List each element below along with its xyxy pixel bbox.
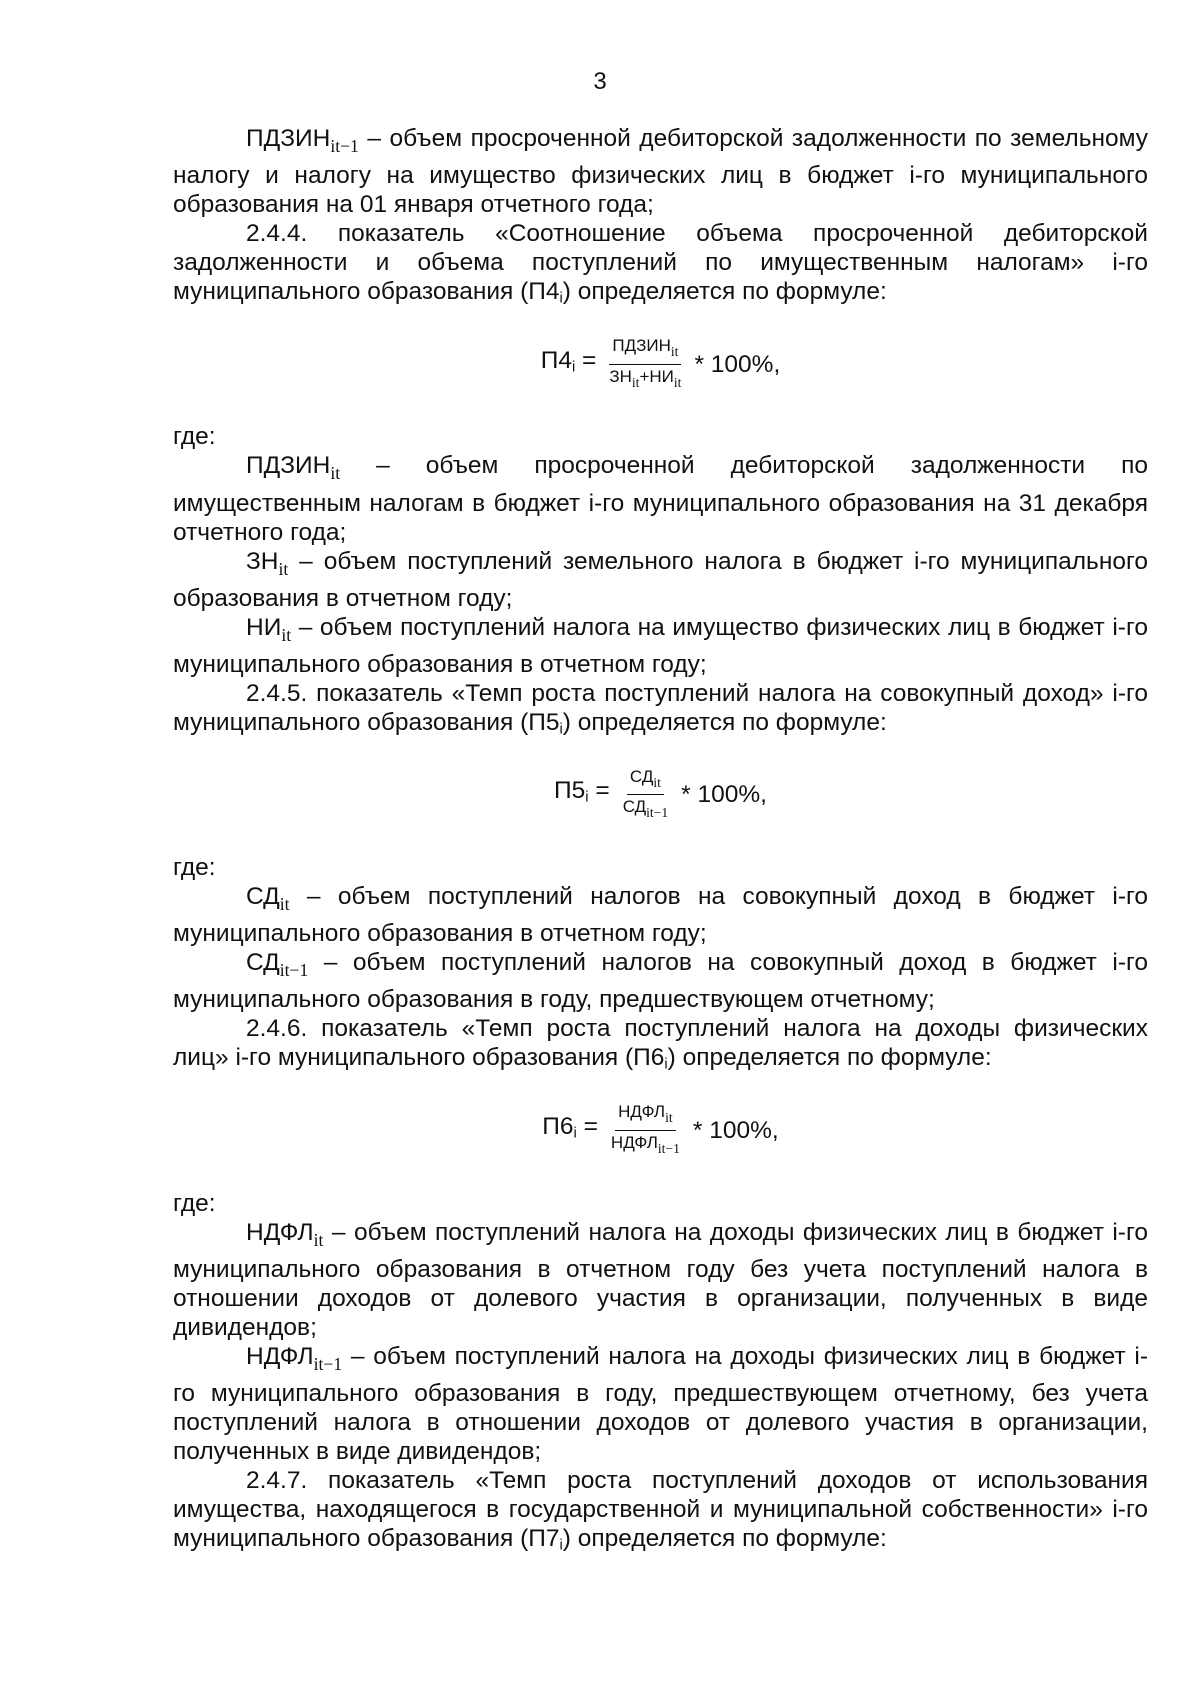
indicator-p7-paragraph: 2.4.7. показатель «Темп роста поступлений доходов от использования имущества, находящегося в государственной и муниципальной собственности» i-го муниципального образования (П7i) определяется по формуле:: [173, 1466, 1148, 1554]
page-number: 3: [593, 68, 607, 95]
definition-pdzin: $ПДЗИН_{it}$ – объем просроченной дебиторской задолженности по имущественным налогам в бюджет i-го муниципального образования на 31 декабря отчетного года;: [173, 452, 1148, 546]
formula-p4: П4i = $\frac{ПДЗИН_{it}}{ЗН_{it}+НИ_{it}}$ * 100%,: [173, 336, 1148, 393]
definition-ndfl-prev: $НДФЛ_{it-1}$ – объем поступлений налога на доходы физических лиц в бюджет i-го муниципального образования в году, предшествующем отчетному, без учета поступлений налога в отношении доходов от долевого участия в организации, полученных в виде дивидендов;: [173, 1342, 1148, 1465]
definition-sd: $СД_{it}$ – объем поступлений налогов на совокупный доход в бюджет i-го муниципального образования в отчетном году;: [173, 883, 1148, 948]
where-label: где:: [173, 1189, 216, 1217]
definition-ni: $НИ_{it}$ – объем поступлений налога на имущество физических лиц в бюджет i-го муниципального образования в отчетном году;: [173, 613, 1148, 678]
fraction-p4: $\frac{ПДЗИН_{it}}{ЗН_{it}+НИ_{it}}$: [609, 335, 682, 390]
where-label: где:: [173, 423, 216, 451]
definition-pdzin-prev: $ПДЗИН_{it-1}$ – объем просроченной дебиторской задолженности по земельному налогу и налогу на имущество физических лиц в бюджет i-го муниципального образования на 01 января отчетного года;: [173, 125, 1148, 219]
document-body: [173, 124, 1148, 1561]
indicator-p6-paragraph: 2.4.6. показатель «Темп роста поступлений налога на доходы физических лиц» i-го муниципального образования (П6i) определяется по формуле:: [173, 1015, 1148, 1074]
formula-p6: П6i = $\frac{НДФЛ_{it}}{НДФЛ_{it-1}}$ * 100%,: [173, 1102, 1148, 1159]
definition-zn: $ЗН_{it}$ – объем поступлений земельного налога в бюджет i-го муниципального образования в отчетном году;: [173, 547, 1148, 612]
fraction-p5: $\frac{СД_{it}}{СД_{it-1}}$: [622, 766, 669, 821]
definition-ndfl: $НДФЛ_{it}$ – объем поступлений налога на доходы физических лиц в бюджет i-го муниципального образования в отчетном году без учета поступлений налога в отношении доходов от долевого участия в организации, полученных в виде дивидендов;: [173, 1218, 1148, 1341]
where-label: где:: [173, 854, 216, 882]
formula-p5: П5i = $\frac{СД_{it}}{СД_{it-1}}$ * 100%,: [173, 767, 1148, 824]
indicator-p5-paragraph: 2.4.5. показатель «Темп роста поступлений налога на совокупный доход» i-го муниципального образования (П5i) определяется по формуле:: [173, 679, 1148, 738]
definition-sd-prev: $СД_{it-1}$ – объем поступлений налогов на совокупный доход в бюджет i-го муниципального образования в году, предшествующем отчетному;: [173, 949, 1148, 1014]
fraction-p6: $\frac{НДФЛ_{it}}{НДФЛ_{it-1}}$: [610, 1102, 680, 1156]
indicator-p4-paragraph: 2.4.4. показатель «Соотношение объема просроченной дебиторской задолженности и объема поступлений по имущественным налогам» i-го муниципального образования (П4i) определяется по формуле:: [173, 220, 1148, 307]
